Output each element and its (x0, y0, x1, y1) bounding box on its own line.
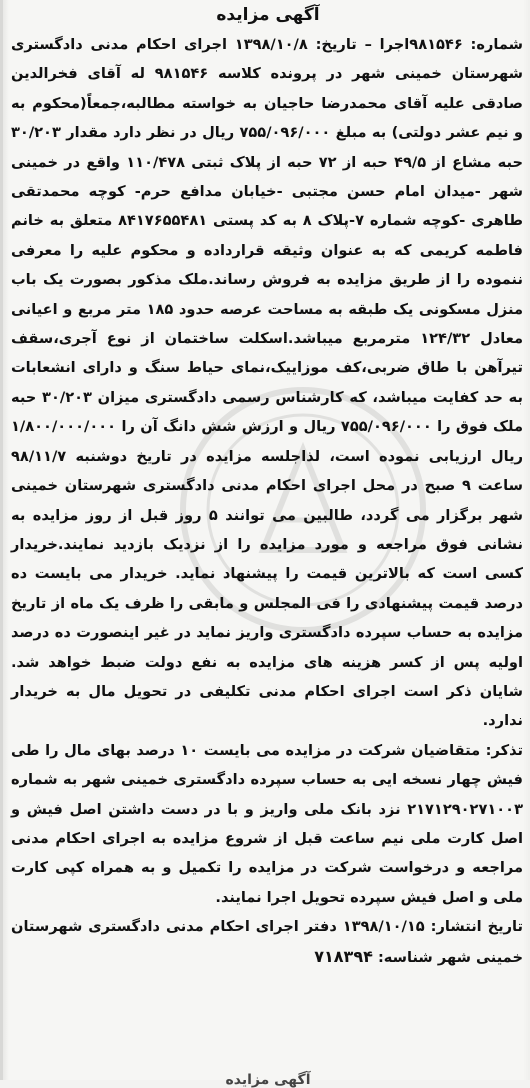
ad-paragraph-main: شماره: ۹۸۱۵۴۶اجرا – تاریخ: ۱۳۹۸/۱۰/۸ اجرای احکام مدنی دادگستری شهرستان خمینی شهر در پرونده کلاسه ۹۸۱۵۴۶ له آقای فخرالدین صادقی علیه آقای محمدرضا حاجیان به خواسته مطالبه،جمعاً(محکوم به و نیم عشر دولتی) به مبلغ ۷۵۵/۰۹۶/۰۰۰ ریال در نظر دارد مقدار ۳۰/۲۰۳ حبه مشاع از ۴۹/۵ حبه از ۷۲ حبه از پلاک ثبتی ۱۱۰/۴۷۸ واقع در خمینی شهر -میدان امام حسن مجتبی -خیابان مدافع حرم- کوچه محمدتقی طاهری -کوچه شماره ۷-پلاک ۸ به کد پستی ۸۴۱۷۶۵۵۴۸۱ متعلق به خانم فاطمه کریمی که به عنوان وثیقه قرارداده و محکوم علیه را معرفی ننموده را از طریق مزایده به فروش رساند.ملک مذکور بصورت یک باب منزل مسکونی یک طبقه به مساحت عرصه حدود ۱۸۵ متر مربع و اعیانی معادل ۱۲۴/۳۲ مترمربع میباشد.اسکلت ساختمان از نوع آجری،سقف تیرآهن با طاق ضربی،کف موزاییک،نمای حیاط سنگ و دارای انشعابات به حد کفایت میباشد، که کارشناس رسمی دادگستری میزان ۳۰/۲۰۳ حبه ملک فوق را ۷۵۵/۰۹۶/۰۰۰ ریال و ارزش شش دانگ آن را ۱/۸۰۰/۰۰۰/۰۰۰ ریال ارزیابی نموده است، لذاجلسه مزایده در تاریخ دوشنبه ۹۸/۱۱/۷ ساعت ۹ صبح در محل اجرای احکام مدنی دادگستری شهرستان خمینی شهر برگزار می گردد، طالبین می توانند ۵ روز قبل از روز مزایده به نشانی فوق مراجعه و مورد مزایده را از نزدیک بازدید نمایند.خریدار کسی است که بالاترین قیمت را پیشنهاد نماید. خریدار می بایست ده درصد قیمت پیشنهادی را فی المجلس و مابقی را ظرف یک ماه از تاریخ مزایده به حساب سپرده دادگستری واریز نماید در غیر اینصورت ده درصد اولیه پس از کسر هزینه های مزایده به نفع دولت ضبط خواهد شد. شایان ذکر است اجرای احکام مدنی تکلیفی در تحویل مال به خریدار ندارد. (11, 36, 524, 730)
ad-body (11, 30, 523, 972)
publication-line: تاریخ انتشار: ۱۳۹۸/۱۰/۱۵ دفتر اجرای احکام مدنی دادگستری شهرستان خمینی شهر (11, 918, 523, 966)
ad-paragraph-publication (11, 912, 523, 972)
next-ad-title-cut: آگهی مزایده (225, 1072, 311, 1088)
ad-paragraph-note: تذکر: متقاضیان شرکت در مزایده می بایست ۱۰ درصد بهای مال را طی فیش چهار نسخه ایی به حساب سپرده دادگستری خمینی شهر به شماره ۲۱۷۱۲۹۰۲۷۱۰۰۳ نزد بانک ملی واریز و با در دست داشتن اصل فیش و اصل کارت ملی نیم ساعت قبل از شروع مزایده به اجرای احکام مدنی مراجعه و درخواست شرکت در مزایده را تکمیل و به همراه کپی کارت ملی و اصل فیش سپرده تحویل اجرا نمایند. (11, 741, 523, 906)
ad-title: آگهی مزایده (216, 5, 320, 25)
shenase-label: شناسه: (377, 948, 433, 966)
shenase-value: ۷۱۸۳۹۴ (314, 946, 373, 966)
